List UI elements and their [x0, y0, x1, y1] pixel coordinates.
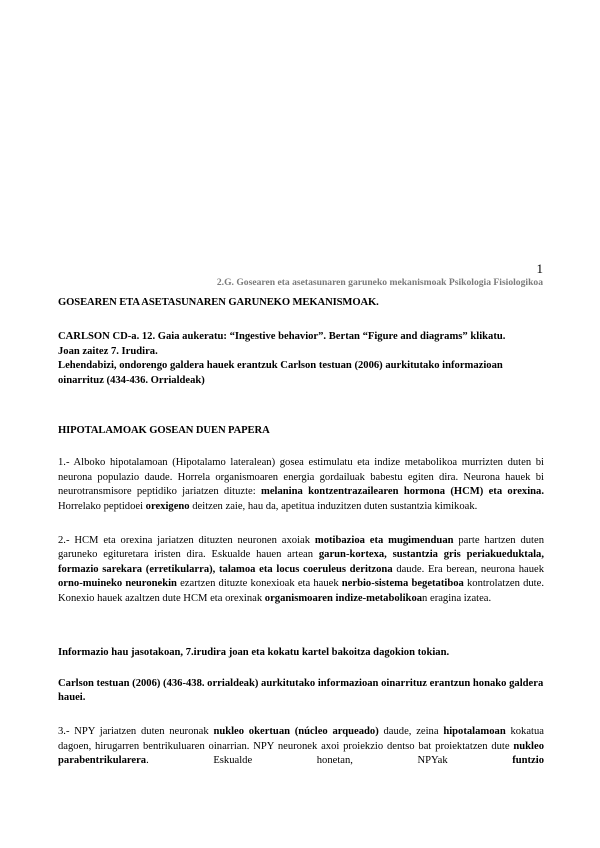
paragraph-2: 2.- HCM eta orexina jariatzen dituzten neuronen axoiak motibazioa eta mugimenduan parte hartzen duten garuneko egituretara iristen dira. Eskualde hauen artean garun-kortexa, sustantzia gris periakueduktala, formazio sarekara (erretikularra), talamoa eta locus coeruleus deritzona daude. Era berean, neurona hauek orno-muineko neuronekin ezartzen dituzte konexioak eta hauek nerbio-sistema begetatiboa kontrolatzen dute. Konexio hauek azaltzen dute HCM eta orexinak organismoaren indize-metabolikoan eragina izatea. — [58, 535, 545, 604]
instruction-carlson-text: Carlson testuan (2006) (436-438. orrialdeak) aurkitutako informazioan oinarrituz erantzun honako galdera hauei. — [58, 677, 544, 703]
instruction-questions: Lehendabizi, ondorengo galdera hauek erantzuk Carlson testuan (2006) aurkitutako informazioan oinarrituz (434-436. Orrialdeak) — [58, 360, 503, 386]
instruction-figure-labels: Informazio hau jasotakoan, 7.irudira joan eta kokatu kartel bakoitza dagokion tokian. — [58, 647, 450, 659]
instruction-cd: CARLSON CD-a. 12. Gaia aukeratu: “Ingestive behavior”. Bertan “Figure and diagrams” klikatu. — [58, 331, 506, 343]
document-title: GOSEAREN ETA ASETASUNAREN GARUNEKO MEKANISMOAK. — [58, 297, 379, 308]
paragraph-1: 1.- Alboko hipotalamoan (Hipotalamo lateralean) gosea estimulatu eta indize metabolikoa murrizten duten bi neurona populazio daude. Horrela organismoaren energia gordailuak babestu egiten dira. Neurona hauek bi neurotransmisore peptidiko jariatzen dituzte: melanina kontzentrazailearen hormona (HCM) eta orexina. Horrelako peptidoei orexigeno deitzen zaie, hau da, apetitua induzitzen duten sustantzia kimikoak. — [58, 457, 544, 512]
paragraph-3: 3.- NPY jariatzen duten neuronak nukleo okertuan (núcleo arqueado) daude, zeina hipotalamoan kokatua dagoen, hirugarren bentrikuluaren oinarrian. NPY neuronek axoi proiekzio dentso bat proiektatzen dute nukleo parabentrikularera. Eskualde honetan, NPYak funtzio — [58, 726, 545, 767]
instruction-figure: Joan zaitez 7. Irudira. — [58, 345, 158, 357]
document-body — [58, 296, 544, 769]
section-heading: HIPOTALAMOAK GOSEAN DUEN PAPERA — [58, 425, 270, 437]
running-header: 2.G. Gosearen eta asetasunaren garuneko mekanismoak Psikologia Fisiologikoa — [216, 277, 543, 288]
page-number: 1 — [536, 261, 543, 276]
